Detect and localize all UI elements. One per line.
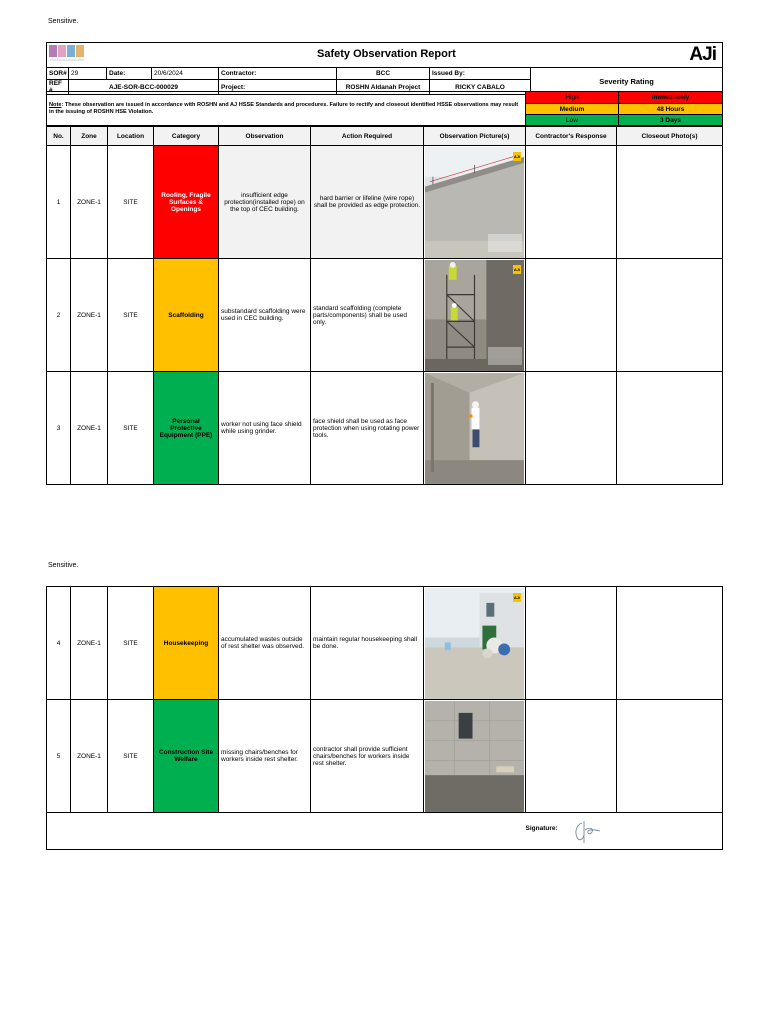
- issued-by-value: RICKY CABALO: [430, 80, 531, 95]
- note-and-severity: [46, 91, 723, 126]
- col-category: Category: [154, 127, 219, 146]
- row-zone: ZONE-1: [71, 372, 108, 485]
- project-label: Project:: [219, 80, 337, 95]
- row-category: Scaffolding: [154, 259, 219, 372]
- date-value: 20/6/2024: [152, 68, 219, 80]
- severity-high-time: Immediately: [619, 92, 723, 104]
- report-note: Note: These observation are issued in accordance with ROSHN and AJ HSSE Standards and procedures. Failure to rectify and closeout identified HSSE observations may result in the issuing of ROSHN HSE Violation.: [47, 92, 526, 126]
- row-no: 3: [47, 372, 71, 485]
- observations-table-page-2: [46, 586, 723, 850]
- severity-medium-time: 48 Hours: [619, 104, 723, 115]
- contractor-value: BCC: [337, 68, 430, 80]
- row-observation: accumulated wastes outside of rest shelter was observed.: [219, 587, 311, 700]
- row-location: SITE: [108, 259, 154, 372]
- report-title: Safety Observation Report: [317, 48, 456, 60]
- observations-table: [46, 126, 723, 485]
- row-action-required: hard barrier or lifeline (wire rope) shall be provided as edge protection.: [311, 146, 424, 259]
- signature-mark: [570, 817, 606, 845]
- ref-label: REF #: [47, 80, 69, 95]
- aji-logo: AJi: [689, 44, 716, 65]
- row-closeout-photo[interactable]: [617, 587, 723, 700]
- photo-timestamp-stamp: [488, 234, 522, 252]
- project-value: ROSHN Aldanah Project: [337, 80, 430, 95]
- report-header: [46, 42, 723, 68]
- col-action-required: Action Required: [311, 127, 424, 146]
- row-no: 2: [47, 259, 71, 372]
- row-contractor-response[interactable]: [526, 259, 617, 372]
- row-closeout-photo[interactable]: [617, 259, 723, 372]
- aji-photo-tag: AJi: [513, 154, 521, 159]
- observation-photo-cell: [424, 587, 526, 700]
- row-category: Housekeeping: [154, 587, 219, 700]
- row-location: SITE: [108, 372, 154, 485]
- observation-photo-cell: [424, 372, 526, 485]
- sor-value: 29: [69, 68, 107, 80]
- table-row: [47, 587, 723, 700]
- table-row: [47, 372, 723, 485]
- row-location: SITE: [108, 146, 154, 259]
- date-label: Date:: [107, 68, 152, 80]
- row-zone: ZONE-1: [71, 146, 108, 259]
- row-zone: ZONE-1: [71, 700, 108, 813]
- row-closeout-photo[interactable]: [617, 700, 723, 813]
- row-action-required: contractor shall provide sufficient chairs/benches for workers inside rest shelter.: [311, 700, 424, 813]
- photo-timestamp-stamp: [488, 347, 522, 365]
- observation-photo-cell: [424, 259, 526, 372]
- severity-low-time: 3 Days: [619, 115, 723, 126]
- observation-photo-rest-shelter: [425, 701, 524, 812]
- sensitivity-label: Sensitive.: [48, 18, 79, 25]
- col-closeout-photos: Closeout Photo(s): [617, 127, 723, 146]
- severity-low-level: Low: [526, 115, 619, 126]
- contractor-label: Contractor:: [219, 68, 337, 80]
- row-no: 1: [47, 146, 71, 259]
- table-row: [47, 700, 723, 813]
- row-location: SITE: [108, 700, 154, 813]
- col-location: Location: [108, 127, 154, 146]
- row-action-required: face shield shall be used as face protection when using rotating power tools.: [311, 372, 424, 485]
- sensitivity-label-page-2: Sensitive.: [48, 562, 79, 569]
- issued-by-label: Issued By:: [430, 68, 531, 80]
- aji-photo-tag: AJi: [513, 595, 521, 600]
- row-closeout-photo[interactable]: [617, 146, 723, 259]
- roshn-logo: [48, 44, 86, 64]
- row-contractor-response[interactable]: [526, 700, 617, 813]
- observation-photo-cell: [424, 700, 526, 813]
- row-observation: worker not using face shield while using grinder.: [219, 372, 311, 485]
- row-category: Construction Site Welfare: [154, 700, 219, 813]
- row-category: Personal Protective Equipment (PPE): [154, 372, 219, 485]
- signature-row: [47, 813, 723, 850]
- row-observation: missing chairs/benches for workers inside rest shelter.: [219, 700, 311, 813]
- row-location: SITE: [108, 587, 154, 700]
- sor-label: SOR#: [47, 68, 69, 80]
- row-contractor-response[interactable]: [526, 587, 617, 700]
- table-row: [47, 146, 723, 259]
- row-closeout-photo[interactable]: [617, 372, 723, 485]
- col-contractor-response: Contractor's Response: [526, 127, 617, 146]
- observation-photo-grinder-worker: [425, 373, 524, 484]
- severity-title: Severity Rating: [531, 68, 723, 95]
- observation-photo-wastes: [425, 588, 524, 699]
- row-observation: insufficient edge protection(installed rope) on the top of CEC building.: [219, 146, 311, 259]
- severity-high-level: High: [526, 92, 619, 104]
- observation-photo-cell: [424, 146, 526, 259]
- row-contractor-response[interactable]: [526, 146, 617, 259]
- col-zone: Zone: [71, 127, 108, 146]
- row-observation: substandard scaffolding were used in CEC building.: [219, 259, 311, 372]
- signature-label: Signature:: [525, 825, 558, 832]
- ref-value: AJE-SOR-BCC-000029: [69, 80, 219, 95]
- row-action-required: standard scaffolding (complete parts/components) shall be used only.: [311, 259, 424, 372]
- table-row: [47, 259, 723, 372]
- row-zone: ZONE-1: [71, 259, 108, 372]
- col-observation: Observation: [219, 127, 311, 146]
- col-no: No.: [47, 127, 71, 146]
- row-contractor-response[interactable]: [526, 372, 617, 485]
- row-no: 5: [47, 700, 71, 813]
- severity-medium-level: Medium: [526, 104, 619, 115]
- row-category: Roofing, Fragile Surfaces & Openings: [154, 146, 219, 259]
- row-zone: ZONE-1: [71, 587, 108, 700]
- aji-photo-tag: AJi: [513, 267, 521, 272]
- col-observation-pictures: Observation Picture(s): [424, 127, 526, 146]
- row-no: 4: [47, 587, 71, 700]
- row-action-required: maintain regular housekeeping shall be done.: [311, 587, 424, 700]
